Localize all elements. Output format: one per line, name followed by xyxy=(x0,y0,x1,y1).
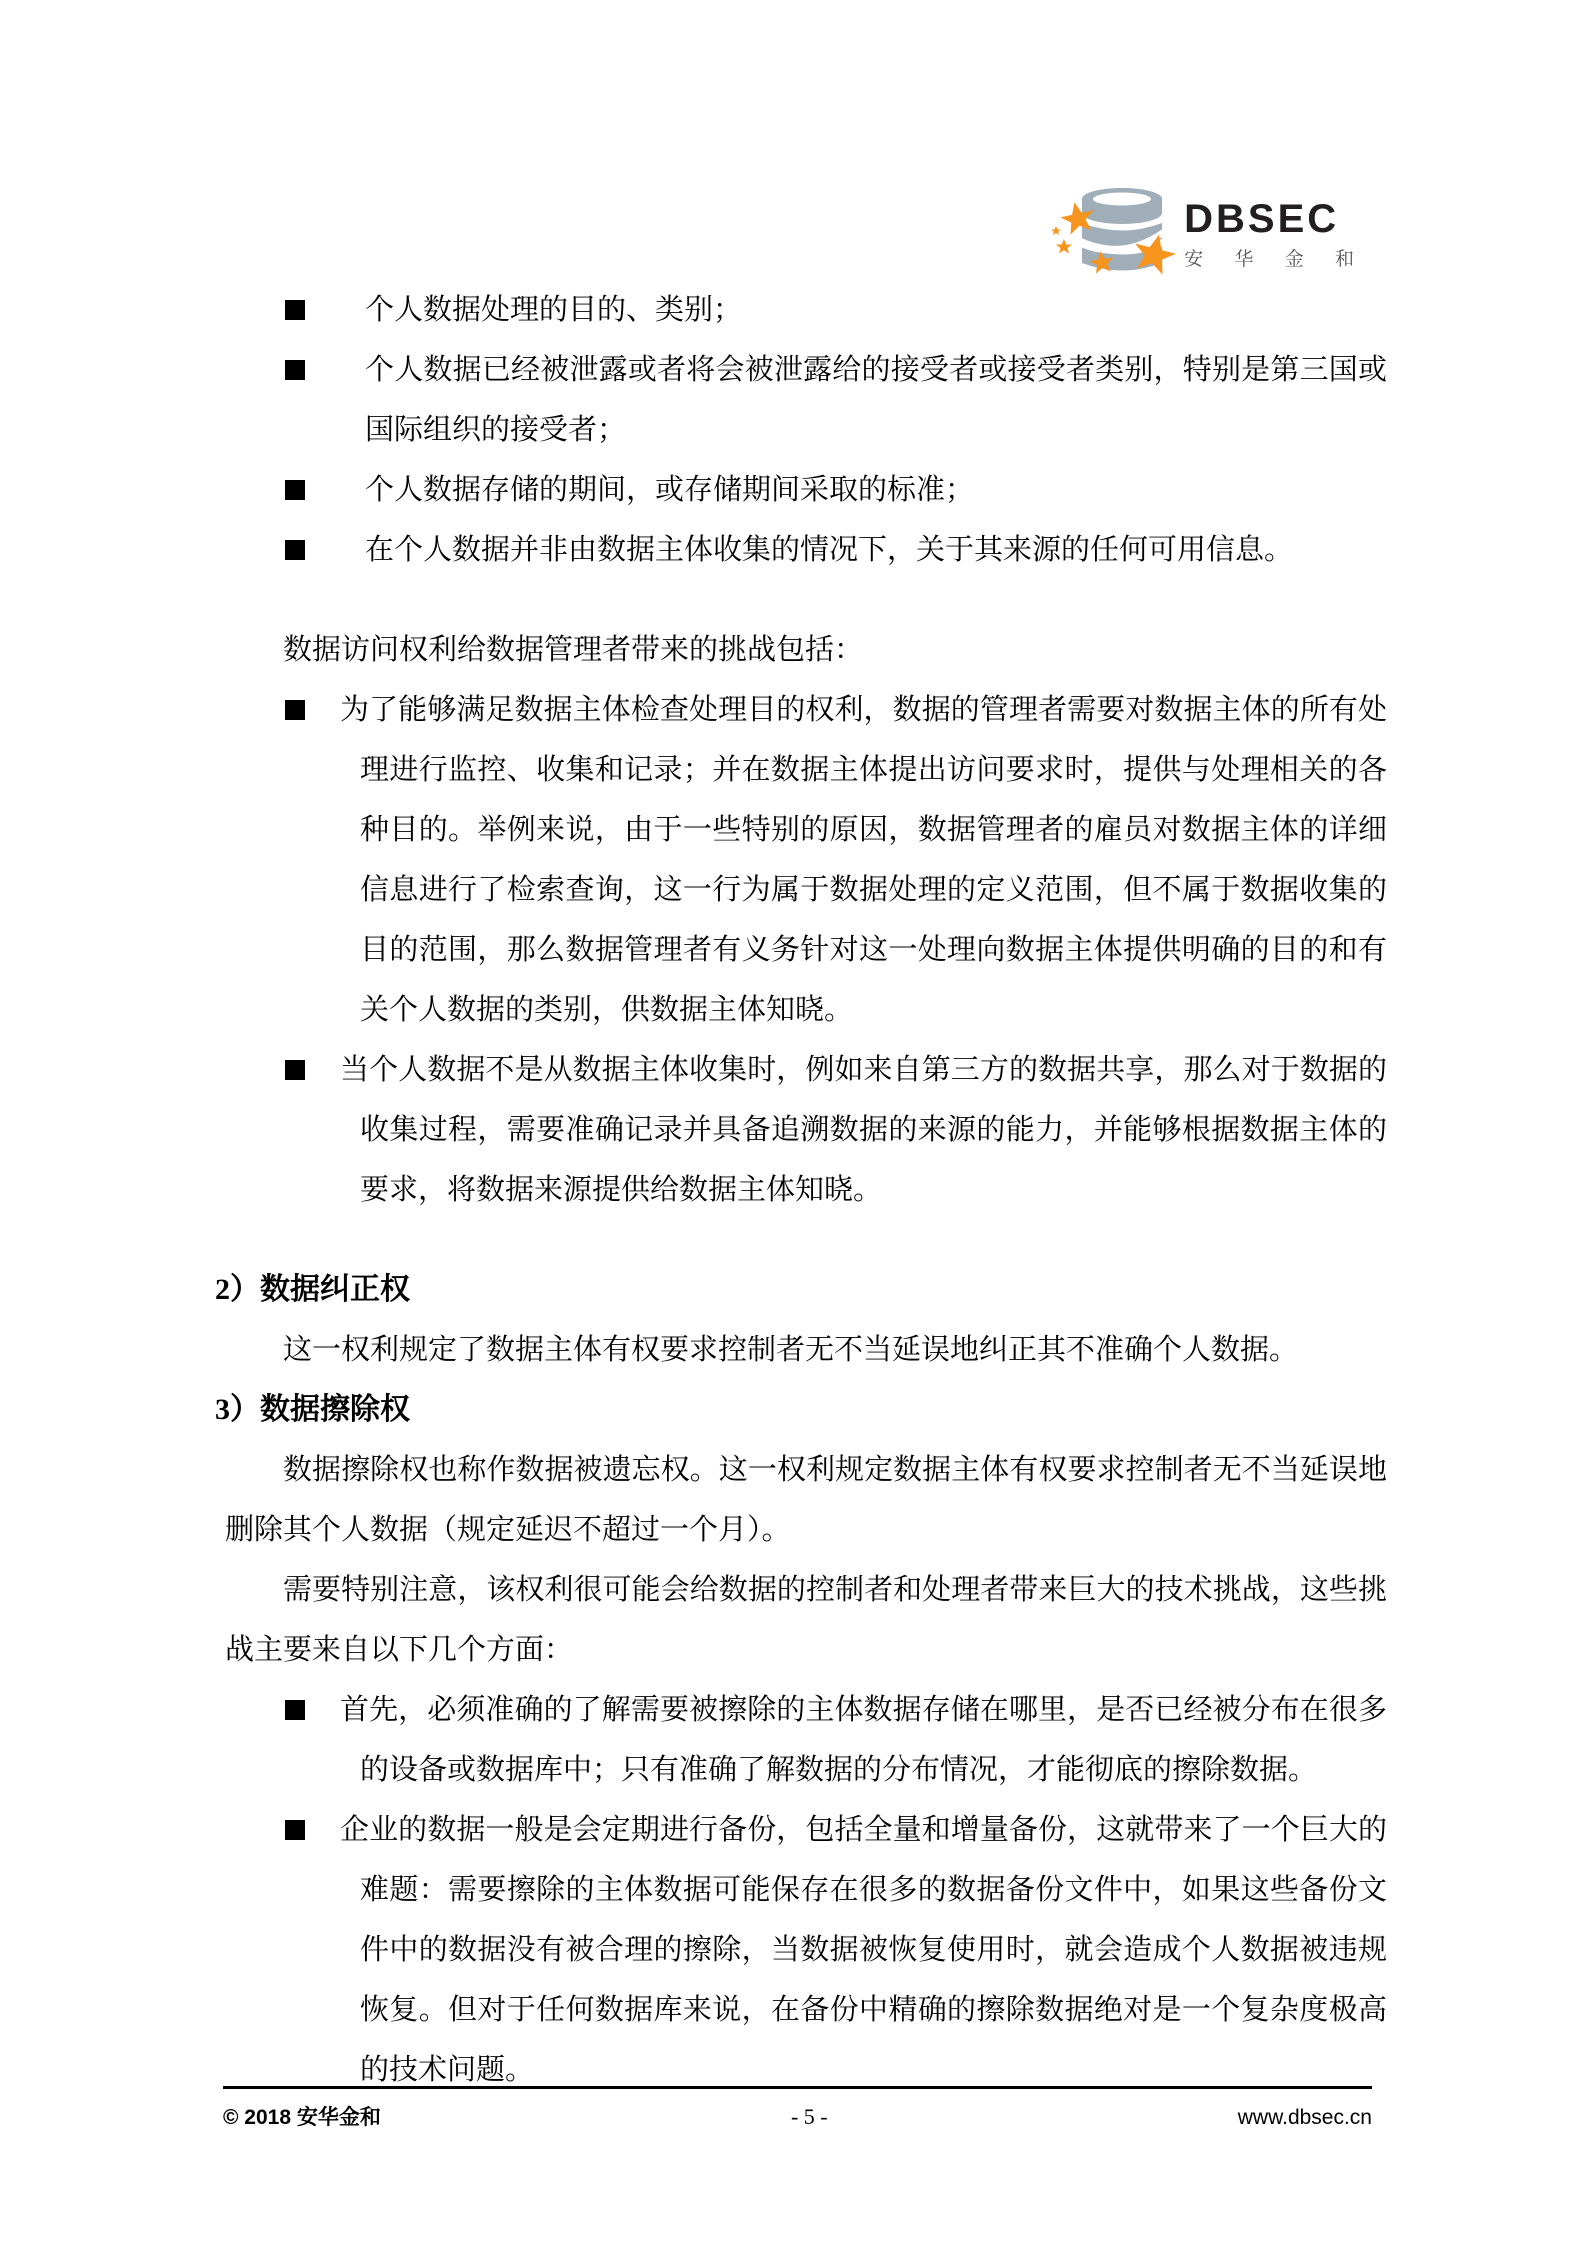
list-item xyxy=(225,680,1387,1040)
challenge-list xyxy=(225,680,1387,1220)
list-item-text: 当个人数据不是从数据主体收集时，例如来自第三方的数据共享，那么对于数据的收集过程，需要准确记录并具备追溯数据的来源的能力，并能够根据数据主体的要求，将数据来源提供给数据主体知晓。 xyxy=(340,1054,1387,1206)
list-item-text: 个人数据存储的期间，或存储期间采取的标准； xyxy=(365,474,975,506)
brand-name-chinese: 安 华 金 和 xyxy=(1184,248,1367,270)
section-heading-rectification: 2）数据纠正权 xyxy=(215,1273,410,1306)
list-item-text: 在个人数据并非由数据主体收集的情况下，关于其来源的任何可用信息。 xyxy=(365,534,1294,566)
challenge-intro-paragraph: 数据访问权利给数据管理者带来的挑战包括： xyxy=(283,634,864,666)
erasure-challenge-list xyxy=(225,1680,1387,2100)
bullet-square-icon xyxy=(285,1700,305,1720)
section-heading-erasure: 3）数据擦除权 xyxy=(215,1393,410,1426)
list-item xyxy=(225,1680,1387,1800)
list-item-text: 个人数据已经被泄露或者将会被泄露给的接受者或接受者类别，特别是第三国或国际组织的接受者； xyxy=(365,354,1387,446)
list-item xyxy=(225,340,1387,460)
list-item-text: 企业的数据一般是会定期进行备份，包括全量和增量备份，这就带来了一个巨大的难题：需要擦除的主体数据可能保存在很多的数据备份文件中，如果这些备份文件中的数据没有被合理的擦除，当数据被恢复使用时，就会造成个人数据被违规恢复。但对于任何数据库来说，在备份中精确的擦除数据绝对是一个复杂度极高的技术问题。 xyxy=(340,1814,1387,2086)
logo-text xyxy=(1184,198,1367,271)
list-item-text: 为了能够满足数据主体检查处理目的权利，数据的管理者需要对数据主体的所有处理进行监控、收集和记录；并在数据主体提出访问要求时，提供与处理相关的各种目的。举例来说，由于一些特别的原因，数据管理者的雇员对数据主体的详细信息进行了检索查询，这一行为属于数据处理的定义范围，但不属于数据收集的目的范围，那么数据管理者有义务针对这一处理向数据主体提供明确的目的和有关个人数据的类别，供数据主体知晓。 xyxy=(340,694,1387,1026)
list-item-text: 首先，必须准确的了解需要被擦除的主体数据存储在哪里，是否已经被分布在很多的设备或数据库中；只有准确了解数据的分布情况，才能彻底的擦除数据。 xyxy=(340,1694,1387,1786)
list-item-text: 个人数据处理的目的、类别； xyxy=(365,294,743,326)
brand-name: DBSEC xyxy=(1184,196,1340,241)
rectification-paragraph: 这一权利规定了数据主体有权要求控制者无不当延误地纠正其不准确个人数据。 xyxy=(283,1334,1299,1366)
bullet-square-icon xyxy=(285,360,305,380)
footer-row xyxy=(223,2089,1372,2131)
list-item xyxy=(225,1040,1387,1220)
erasure-paragraph-2: 需要特别注意，该权利很可能会给数据的控制者和处理者带来巨大的技术挑战，这些挑战主要来自以下几个方面： xyxy=(225,1574,1387,1666)
copyright-text: © 2018 安华金和 xyxy=(223,2106,381,2129)
website-text: www.dbsec.cn xyxy=(1237,2106,1372,2129)
bullet-square-icon xyxy=(285,1060,305,1080)
bullet-square-icon xyxy=(285,1820,305,1840)
erasure-paragraph-1: 数据擦除权也称作数据被遗忘权。这一权利规定数据主体有权要求控制者无不当延误地删除其个人数据（规定延迟不超过一个月）。 xyxy=(225,1454,1387,1546)
bullet-square-icon xyxy=(285,300,305,320)
bullet-square-icon xyxy=(285,480,305,500)
list-item xyxy=(225,460,1387,520)
bullet-square-icon xyxy=(285,540,305,560)
list-item xyxy=(225,520,1387,580)
page-number: - 5 - xyxy=(790,2104,828,2129)
list-item xyxy=(225,1800,1387,2100)
access-info-list xyxy=(225,280,1387,580)
database-stars-logo-icon xyxy=(1048,183,1176,285)
bullet-square-icon xyxy=(285,700,305,720)
document-body xyxy=(215,280,1387,2100)
list-item xyxy=(225,280,1387,340)
page-footer xyxy=(223,2086,1372,2131)
logo xyxy=(1048,183,1367,285)
